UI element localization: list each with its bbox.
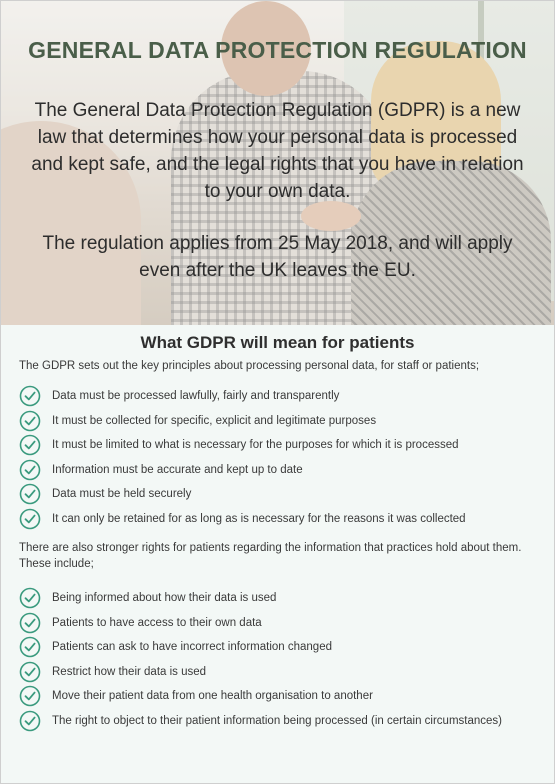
rights-intro: There are also stronger rights for patients regarding the information that practices hold about them. These include; bbox=[19, 542, 522, 570]
section-title: What GDPR will mean for patients bbox=[140, 333, 415, 352]
check-circle-icon bbox=[19, 410, 41, 432]
intro-text: The General Data Protection Regulation (GDPR) is a new law that determines how your personal data is processed and kept safe, and the legal rights that you have in relation to your own data. bbox=[31, 100, 524, 202]
principle-item: Data must be held securely bbox=[19, 482, 539, 507]
principle-item: Information must be accurate and kept up to date bbox=[19, 458, 539, 483]
right-item: Being informed about how their data is used bbox=[19, 586, 539, 611]
check-circle-icon bbox=[19, 508, 41, 530]
check-circle-icon bbox=[19, 612, 41, 634]
principle-item: It must be limited to what is necessary for the purposes for which it is processed bbox=[19, 433, 539, 458]
check-circle-icon bbox=[19, 385, 41, 407]
right-item: Patients can ask to have incorrect information changed bbox=[19, 635, 539, 660]
right-item: Patients to have access to their own data bbox=[19, 611, 539, 636]
principles-intro: The GDPR sets out the key principles about processing personal data, for staff or patients; bbox=[19, 360, 480, 372]
patient-info-section bbox=[1, 325, 554, 783]
right-item: Move their patient data from one health organisation to another bbox=[19, 684, 539, 709]
check-circle-icon bbox=[19, 685, 41, 707]
principle-item: Data must be processed lawfully, fairly and transparently bbox=[19, 384, 539, 409]
check-circle-icon bbox=[19, 661, 41, 683]
check-circle-icon bbox=[19, 636, 41, 658]
effective-date-text: The regulation applies from 25 May 2018, and will apply even after the UK leaves the EU. bbox=[42, 233, 513, 281]
page-title: GENERAL DATA PROTECTION REGULATION bbox=[28, 37, 527, 63]
check-circle-icon bbox=[19, 587, 41, 609]
check-circle-icon bbox=[19, 459, 41, 481]
right-item: The right to object to their patient information being processed (in certain circumstances) bbox=[19, 709, 539, 734]
principle-item: It can only be retained for as long as is necessary for the reasons it was collected bbox=[19, 507, 539, 532]
rights-list bbox=[19, 586, 539, 733]
principle-item: It must be collected for specific, explicit and legitimate purposes bbox=[19, 409, 539, 434]
check-circle-icon bbox=[19, 710, 41, 732]
hero-banner bbox=[1, 1, 554, 325]
principles-list bbox=[19, 384, 539, 531]
right-item: Restrict how their data is used bbox=[19, 660, 539, 685]
check-circle-icon bbox=[19, 483, 41, 505]
check-circle-icon bbox=[19, 434, 41, 456]
